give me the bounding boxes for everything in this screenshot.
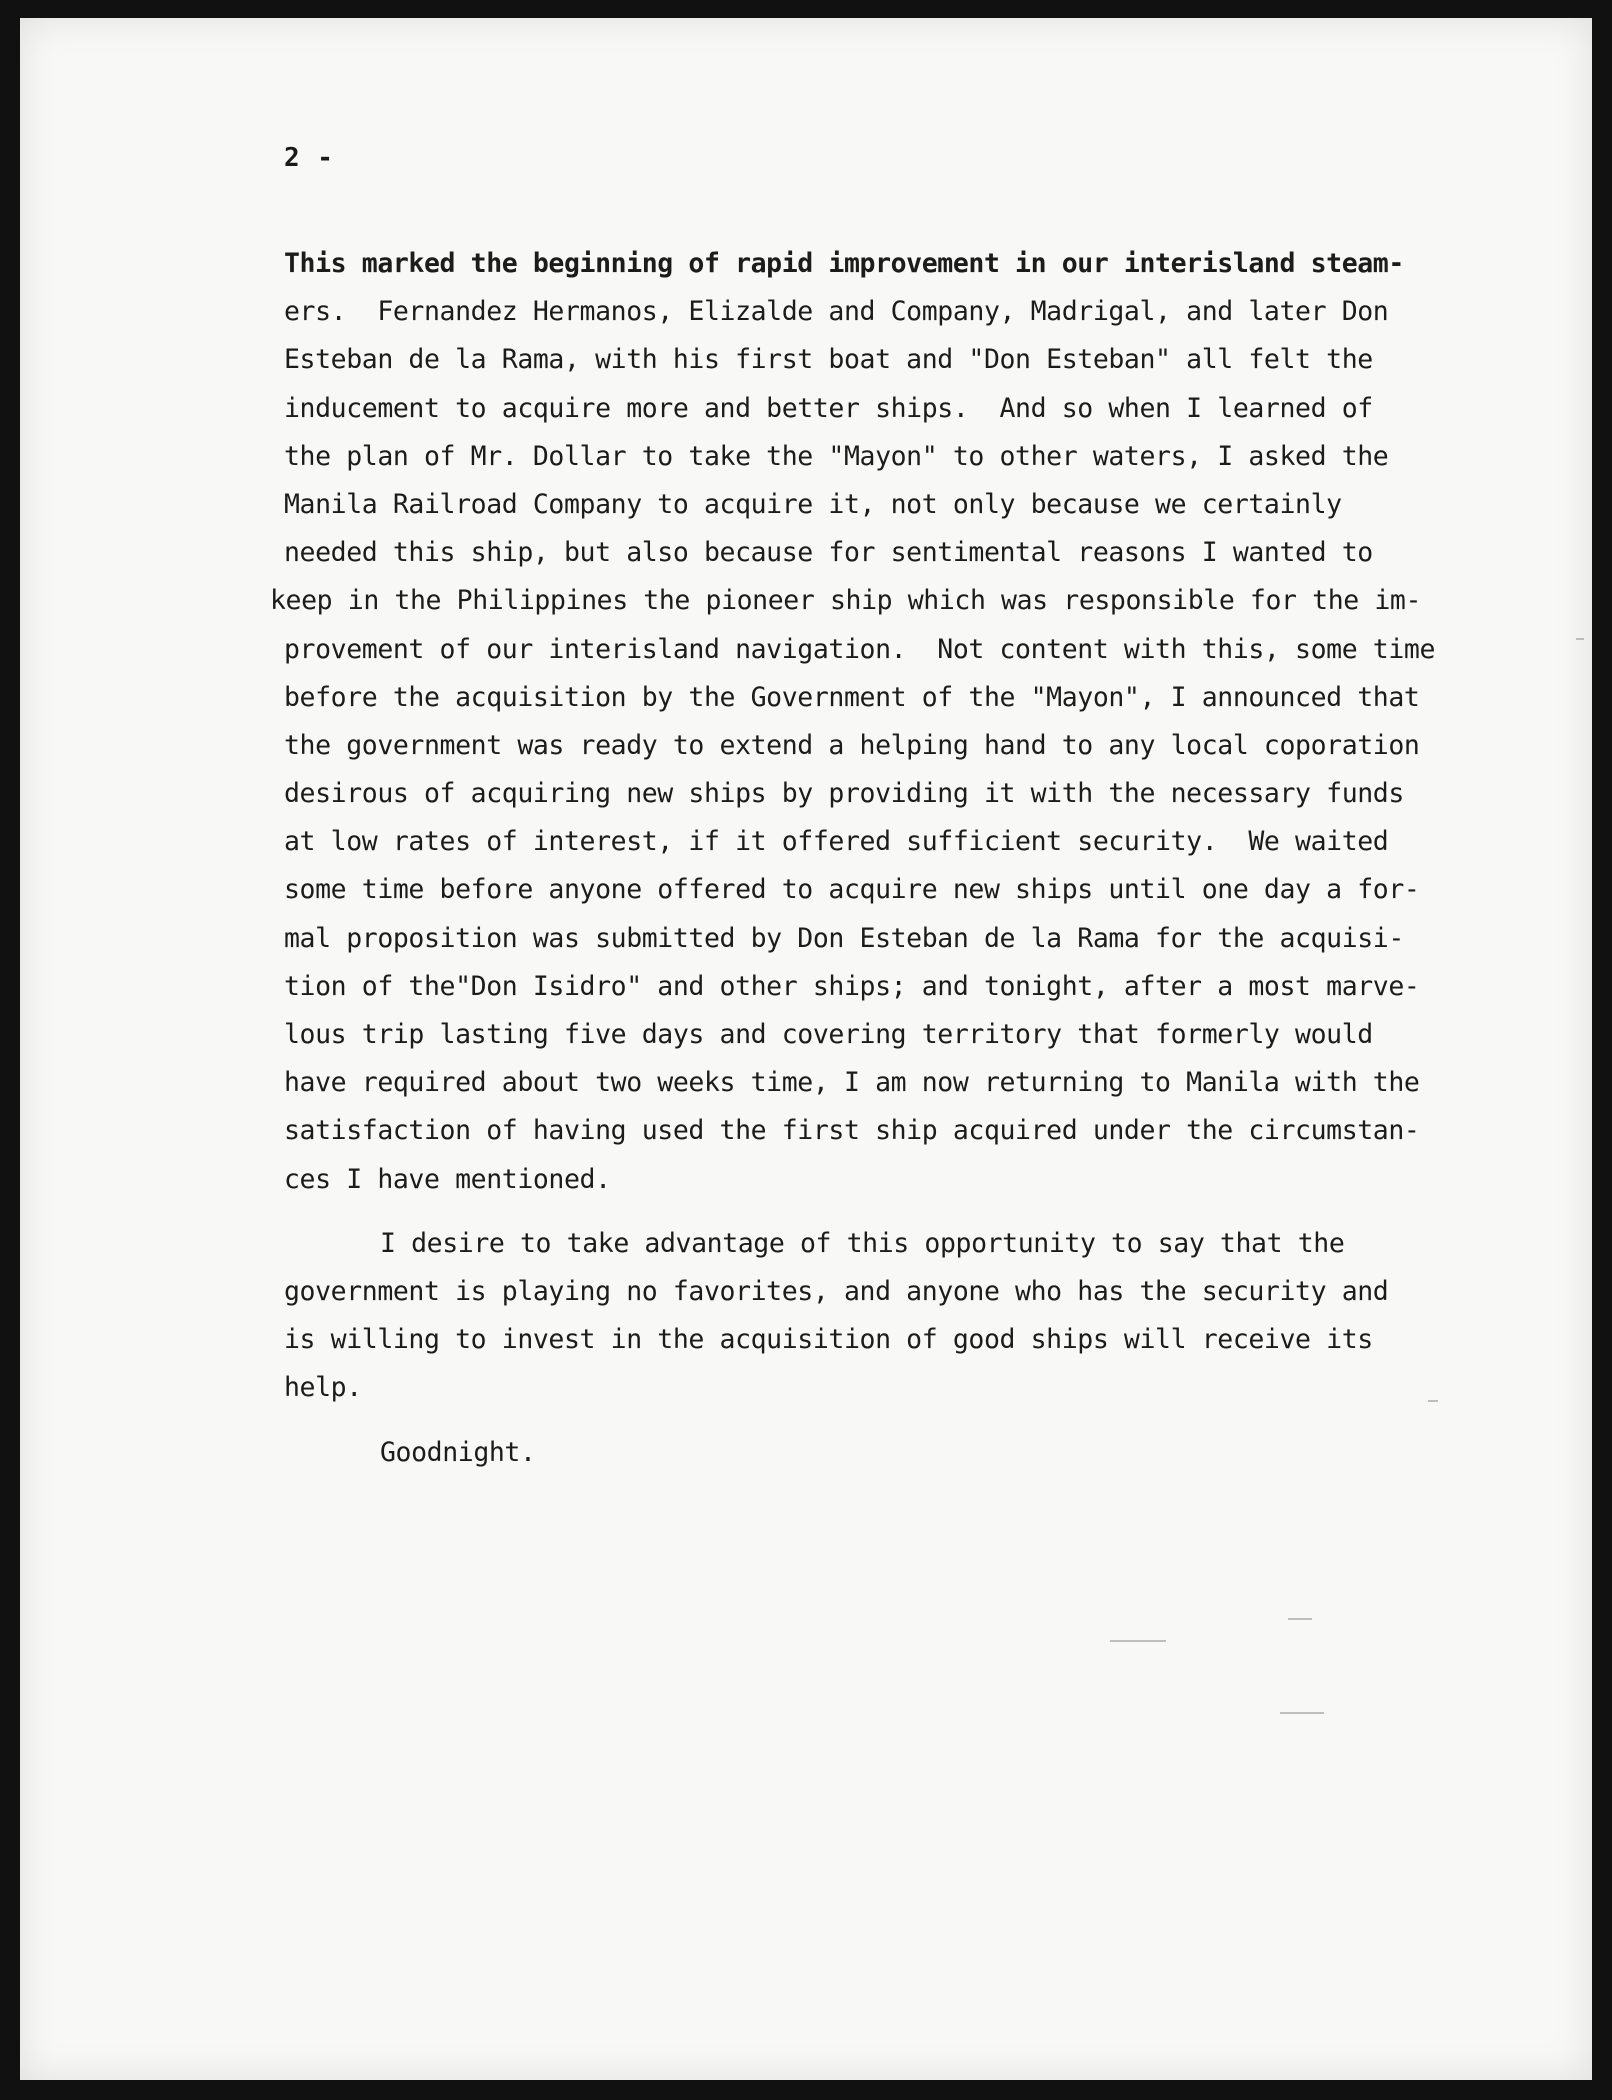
scan-artifact	[1110, 1640, 1166, 1642]
text-line: needed this ship, but also because for sentimental reasons I wanted to	[284, 537, 1373, 569]
text-line: government is playing no favorites, and anyone who has the security and	[284, 1275, 1389, 1307]
page-number: 2 -	[284, 143, 334, 173]
text-line: keep in the Philippines the pioneer ship which was responsible for the im-	[270, 585, 1422, 617]
text-line: lous trip lasting five days and covering territory that formerly would	[284, 1019, 1373, 1050]
text-line: the plan of Mr. Dollar to take the "Mayon" to other waters, I asked the	[284, 440, 1389, 472]
text-line: ces I have mentioned.	[284, 1163, 611, 1195]
text-line: This marked the beginning of rapid improvement in our interisland steam-	[284, 248, 1404, 279]
scan-artifact	[1288, 1618, 1312, 1620]
text-line: at low rates of interest, if it offered sufficient security. We waited	[284, 826, 1389, 858]
text-line: help.	[284, 1372, 362, 1404]
paragraph-1	[270, 240, 1524, 1204]
text-line: inducement to acquire more and better ships. And so when I learned of	[284, 392, 1373, 424]
text-line: satisfaction of having used the first ship acquired under the circumstan-	[284, 1115, 1420, 1147]
scan-artifact	[1428, 1400, 1438, 1402]
scan-artifact	[1576, 638, 1584, 640]
text-line: Manila Railroad Company to acquire it, not only because we certainly	[284, 488, 1342, 520]
paragraph-2	[284, 1220, 1524, 1413]
text-line: have required about two weeks time, I am now returning to Manila with the	[284, 1067, 1420, 1099]
text-line: I desire to take advantage of this opportunity to say that the	[380, 1227, 1345, 1259]
text-line: tion of the"Don Isidro" and other ships; and tonight, after a most marve-	[284, 970, 1420, 1002]
text-line: ers. Fernandez Hermanos, Elizalde and Company, Madrigal, and later Don	[284, 296, 1389, 328]
text-line: before the acquisition by the Government of the "Mayon", I announced that	[284, 681, 1420, 713]
document-body	[270, 240, 1524, 1477]
scan-artifact	[1280, 1712, 1324, 1714]
text-line: provement of our interisland navigation. Not content with this, some time	[284, 633, 1436, 665]
text-line: some time before anyone offered to acquire new ships until one day a for-	[284, 874, 1420, 906]
closing-line: Goodnight.	[380, 1436, 536, 1468]
text-line: Esteban de la Rama, with his first boat and "Don Esteban" all felt the	[284, 344, 1373, 376]
text-line: the government was ready to extend a helping hand to any local coporation	[284, 729, 1420, 761]
text-line: is willing to invest in the acquisition of good ships will receive its	[284, 1324, 1373, 1356]
paragraph-gap	[284, 1413, 1524, 1429]
paragraph-gap	[284, 1204, 1524, 1220]
text-line: desirous of acquiring new ships by providing it with the necessary funds	[284, 778, 1404, 810]
document-page	[20, 18, 1592, 2080]
text-line: mal proposition was submitted by Don Esteban de la Rama for the acquisi-	[284, 922, 1404, 954]
